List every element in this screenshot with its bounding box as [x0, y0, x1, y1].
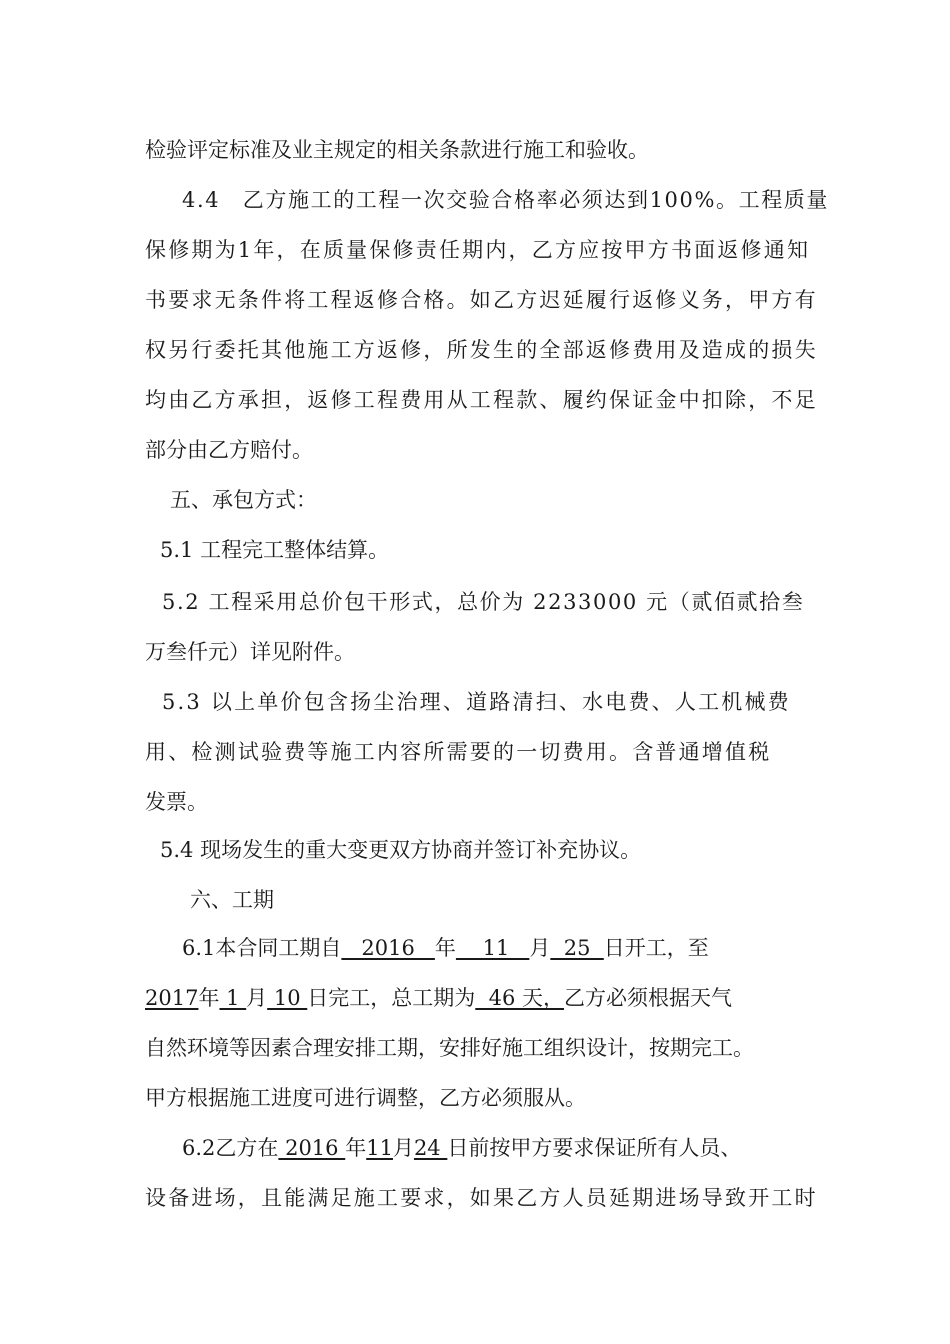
end-year-field: 2017 [145, 986, 199, 1010]
clause-line-6-2 [182, 1138, 741, 1159]
clause-text: 年 [434, 936, 456, 960]
clause-text: 乙方必须根据天气 [564, 986, 732, 1010]
paragraph-line: 部分由乙方赔付。 [145, 438, 313, 462]
paragraph-line: 均由乙方承担，返修工程费用从工程款、履约保证金中扣除，不足 [145, 388, 818, 412]
clause-text: 日完工，总工期为 [307, 986, 476, 1010]
clause-text: 月 [246, 986, 268, 1010]
section-heading: 五、承包方式： [170, 488, 317, 512]
clause-text: 6.1本合同工期自 [182, 936, 342, 960]
clause-text: 日开工，至 [603, 936, 709, 960]
clause-line: 5.1 工程完工整体结算。 [160, 538, 390, 562]
clause-line: 自然环境等因素合理安排工期，安排好施工组织设计，按期完工。 [145, 1036, 754, 1060]
entry-year-field: 2016 [278, 1136, 346, 1160]
clause-line-6-1 [182, 938, 709, 959]
paragraph-line: 保修期为1年，在质量保修责任期内，乙方应按甲方书面返修通知 [145, 238, 811, 262]
clause-line: 5.4 现场发生的重大变更双方协商并签订补充协议。 [160, 838, 642, 862]
clause-text: 6.2乙方在 [182, 1136, 279, 1160]
end-month-field: 1 [219, 986, 247, 1010]
paragraph-line: 书要求无条件将工程返修合格。如乙方迟延履行返修义务，甲方有 [145, 288, 818, 312]
clause-line: 甲方根据施工进度可进行调整，乙方必须服从。 [145, 1086, 586, 1110]
entry-day-field: 24 [413, 1136, 448, 1160]
clause-line: 用、检测试验费等施工内容所需要的一切费用。含普通增值税 [145, 740, 772, 764]
start-month-field: 11 [455, 936, 530, 960]
clause-line-6-1b [145, 988, 732, 1009]
start-day-field: 25 [550, 936, 604, 960]
paragraph-line: 检验评定标准及业主规定的相关条款进行施工和验收。 [145, 138, 649, 162]
section-heading: 六、工期 [190, 888, 274, 912]
clause-text: 月 [529, 936, 551, 960]
paragraph-line: 4.4 乙方施工的工程一次交验合格率必须达到100%。工程质量 [182, 188, 830, 212]
start-year-field: 2016 [341, 936, 435, 960]
clause-line: 5.2 工程采用总价包干形式，总价为 2233000 元（贰佰贰拾叁 [162, 590, 805, 614]
end-day-field: 10 [267, 986, 308, 1010]
clause-line: 万叁仟元）详见附件。 [145, 640, 355, 664]
paragraph-line: 权另行委托其他施工方返修，所发生的全部返修费用及造成的损失 [145, 338, 818, 362]
clause-text: 日前按甲方要求保证所有人员、 [447, 1136, 742, 1160]
clause-text: 年 [345, 1136, 367, 1160]
clause-line: 设备进场，且能满足施工要求，如果乙方人员延期进场导致开工时 [145, 1186, 818, 1210]
clause-line: 5.3 以上单价包含扬尘治理、道路清扫、水电费、人工机械费 [162, 690, 791, 714]
clause-text: 年 [198, 986, 220, 1010]
clause-text: 月 [392, 1136, 414, 1160]
total-days-field: 46 天， [475, 986, 564, 1010]
clause-line: 发票。 [145, 790, 208, 814]
entry-month-field: 11 [366, 1136, 393, 1160]
